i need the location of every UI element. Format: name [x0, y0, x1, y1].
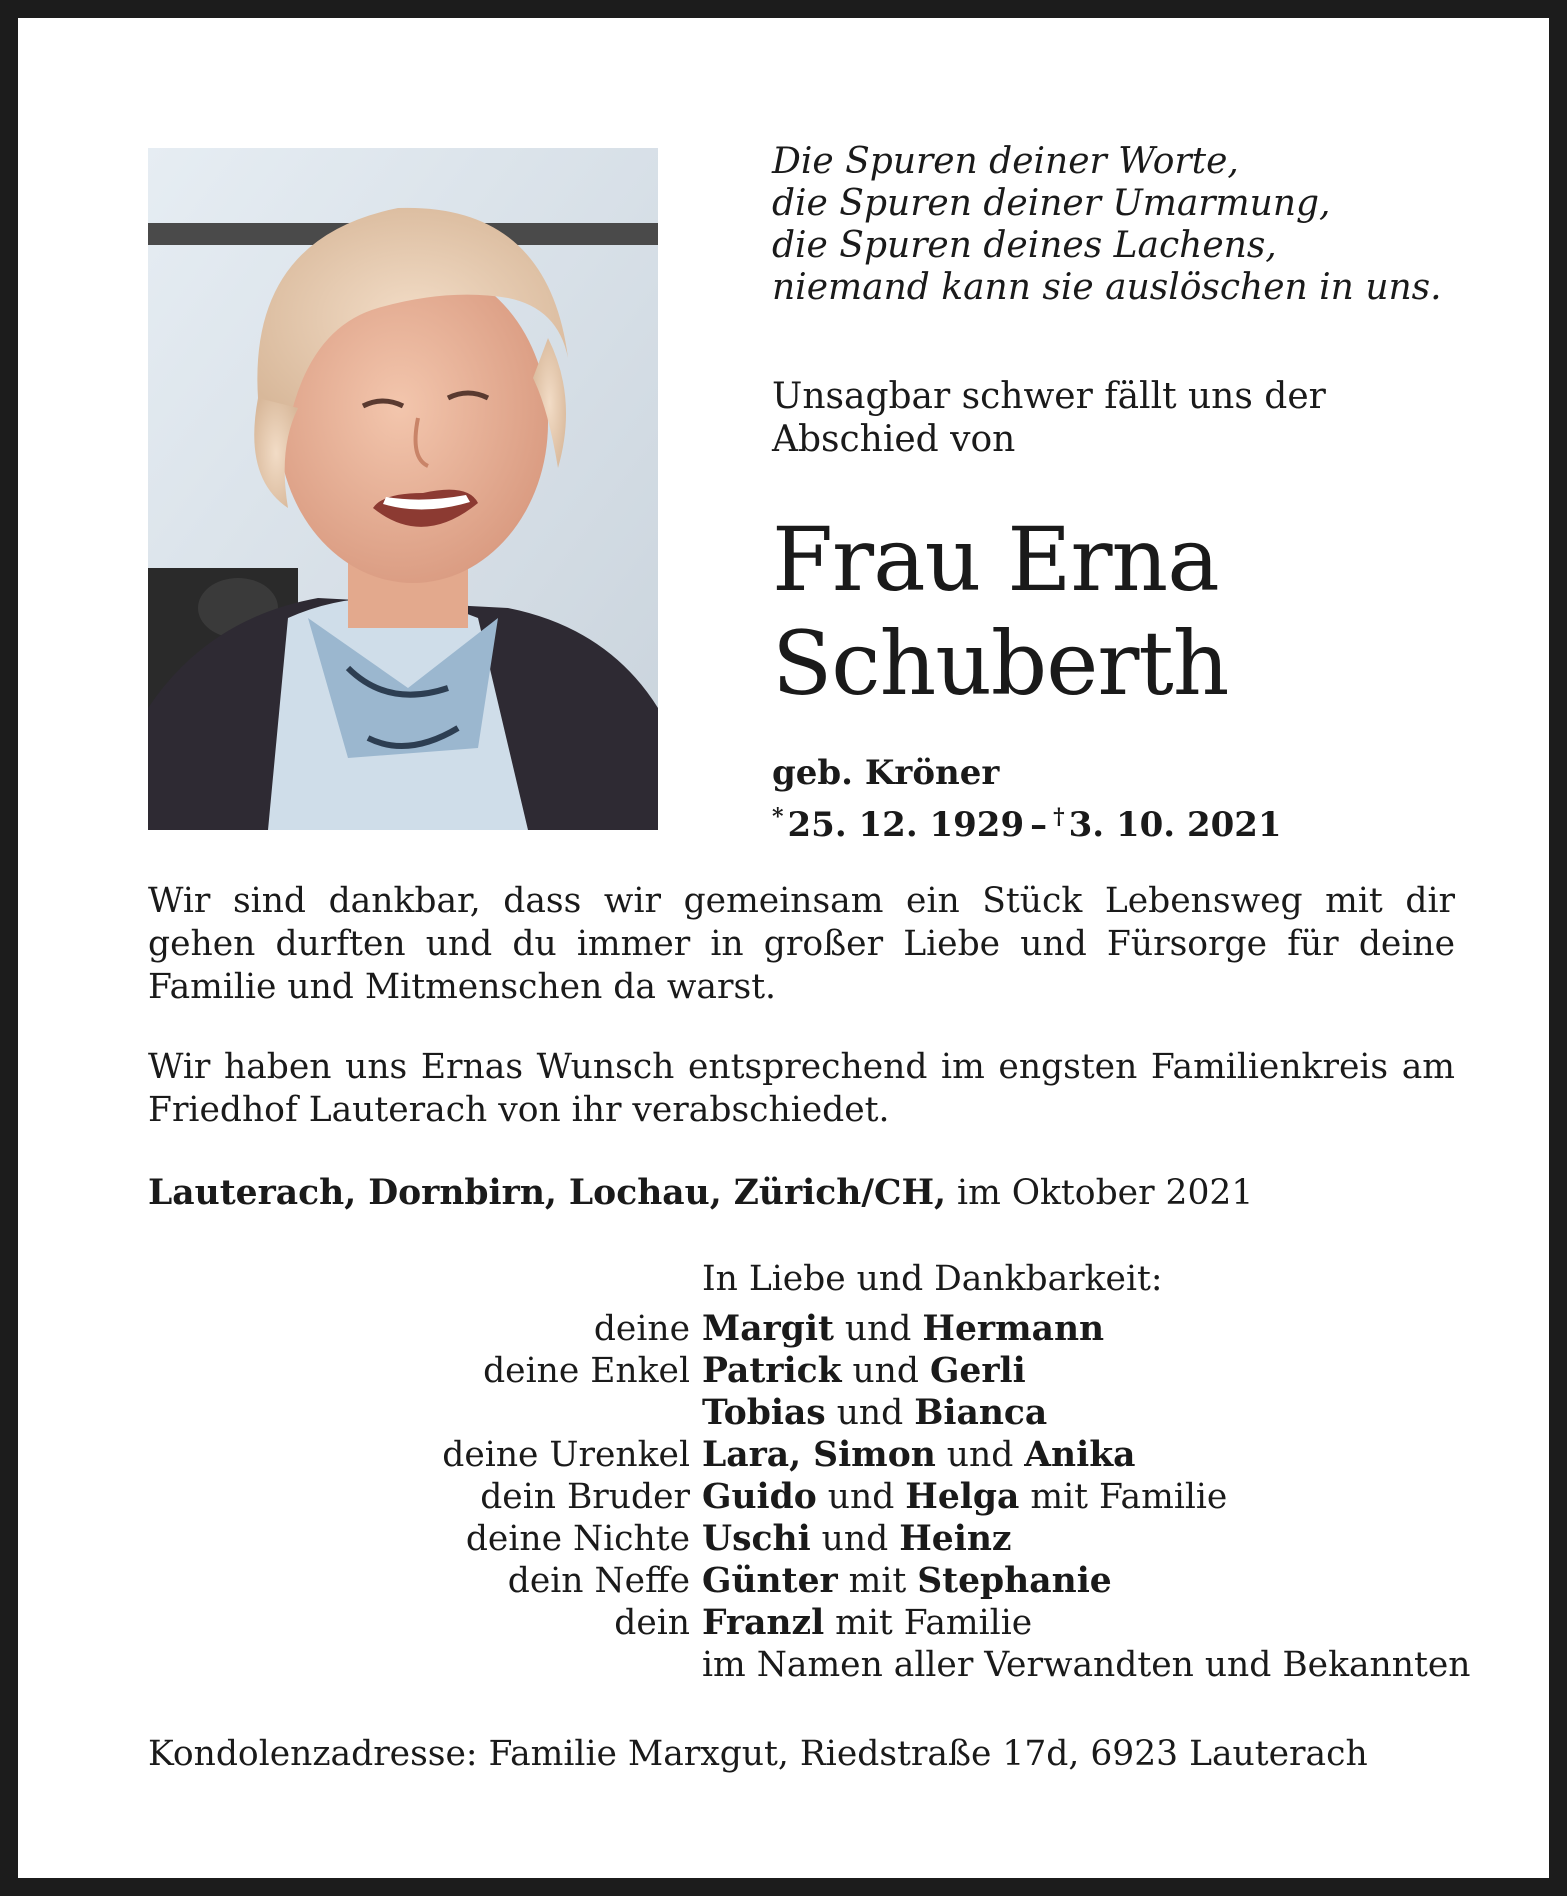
date-dash: –	[1030, 805, 1048, 845]
mourner-connector: und	[825, 1393, 915, 1433]
place-cities: Lauterach, Dornbirn, Lochau, Zürich/CH,	[148, 1173, 947, 1213]
mourner-connector: und	[833, 1309, 923, 1349]
mourner-connector: mit Familie	[824, 1603, 1033, 1643]
mourner-names	[702, 1350, 1026, 1392]
mourner-name: Lara, Simon	[702, 1435, 936, 1475]
mourner-connector: im Namen aller Verwandten und Bekannten	[702, 1645, 1471, 1685]
mourner-row	[318, 1518, 1488, 1560]
mourner-name: Günter	[702, 1561, 838, 1601]
death-date: 3. 10. 2021	[1068, 805, 1282, 845]
mourner-relation: dein	[614, 1603, 690, 1643]
mourner-name: Bianca	[914, 1393, 1048, 1433]
mourner-relation: deine	[593, 1309, 690, 1349]
mourner-row	[318, 1644, 1488, 1686]
poem-line: Die Spuren deiner Worte,	[772, 141, 1239, 182]
mourner-names	[702, 1434, 1135, 1476]
mourner-names	[702, 1560, 1112, 1602]
mourner-connector: und	[935, 1435, 1025, 1475]
death-symbol: †	[1053, 804, 1065, 830]
mourner-row	[318, 1392, 1488, 1434]
mourner-row	[318, 1350, 1488, 1392]
mourner-name: Margit	[702, 1309, 834, 1349]
place-and-date	[148, 1172, 1253, 1215]
mourner-relation: deine Enkel	[483, 1351, 690, 1391]
deceased-name-line1: Frau Erna	[772, 508, 1219, 611]
mourner-name: Guido	[702, 1477, 817, 1517]
poem-line: die Spuren deines Lachens,	[772, 225, 1277, 266]
mourner-connector: mit	[837, 1561, 918, 1601]
mourner-connector: und	[841, 1351, 930, 1391]
mourner-connector: mit Familie	[1019, 1477, 1228, 1517]
mourner-name: Hermann	[922, 1309, 1105, 1349]
portrait-photo	[148, 148, 658, 830]
mourner-name: Anika	[1024, 1435, 1136, 1475]
mourner-names	[702, 1518, 1012, 1560]
mourner-row	[318, 1308, 1488, 1350]
mourner-name: Patrick	[702, 1351, 842, 1391]
mourner-relation: dein Neffe	[507, 1561, 690, 1601]
mourner-names	[702, 1644, 1471, 1686]
funeral-paragraph: Wir haben uns Ernas Wunsch entsprechend im engsten Familienkreis am Friedhof Lauterach von ihr verabschiedet.	[148, 1047, 1455, 1130]
thanks-line: In Liebe und Dankbarkeit:	[702, 1259, 1163, 1299]
portrait-image	[148, 148, 658, 830]
mourner-row	[318, 1476, 1488, 1518]
mourner-relation	[318, 1392, 702, 1434]
deceased-name	[772, 508, 1492, 716]
mourner-name: Gerli	[929, 1351, 1026, 1391]
mourner-name: Stephanie	[917, 1561, 1112, 1601]
deceased-name-line2: Schuberth	[772, 612, 1229, 715]
mourner-name: Heinz	[899, 1519, 1012, 1559]
mourner-name: Helga	[905, 1477, 1020, 1517]
birth-symbol: *	[772, 804, 784, 830]
mourner-relation: deine Nichte	[465, 1519, 690, 1559]
mourner-names	[702, 1602, 1032, 1644]
mourner-name: Tobias	[702, 1393, 826, 1433]
mourner-relation: deine Urenkel	[442, 1435, 690, 1475]
memorial-poem	[772, 141, 1492, 309]
mourner-relation	[318, 1644, 702, 1686]
birth-date: 25. 12. 1929	[787, 805, 1025, 845]
mourner-names	[702, 1392, 1047, 1434]
mourner-name: Franzl	[702, 1603, 825, 1643]
mourner-connector: und	[810, 1519, 900, 1559]
mourner-row	[318, 1560, 1488, 1602]
mourner-name: Uschi	[702, 1519, 811, 1559]
maiden-name: geb. Kröner	[772, 753, 1000, 793]
mourners-list	[318, 1308, 1488, 1686]
mourner-relation: dein Bruder	[480, 1477, 690, 1517]
mourner-names	[702, 1308, 1104, 1350]
mourner-names	[702, 1476, 1227, 1518]
mourner-row	[318, 1602, 1488, 1644]
gratitude-paragraph: Wir sind dankbar, dass wir gemeinsam ein Stück Lebensweg mit dir gehen durften und du immer in großer Liebe und Fürsorge für deine Familie und Mitmenschen da warst.	[148, 881, 1455, 1007]
farewell-intro: Unsagbar schwer fällt uns der Abschied von	[772, 376, 1326, 460]
mourner-connector: und	[816, 1477, 906, 1517]
life-dates	[772, 795, 1282, 847]
mourner-row	[318, 1434, 1488, 1476]
poem-line: niemand kann sie auslöschen in uns.	[772, 267, 1442, 308]
place-date: im Oktober 2021	[946, 1173, 1254, 1213]
condolence-address: Kondolenzadresse: Familie Marxgut, Riedstraße 17d, 6923 Lauterach	[148, 1734, 1368, 1774]
poem-line: die Spuren deiner Umarmung,	[772, 183, 1331, 224]
